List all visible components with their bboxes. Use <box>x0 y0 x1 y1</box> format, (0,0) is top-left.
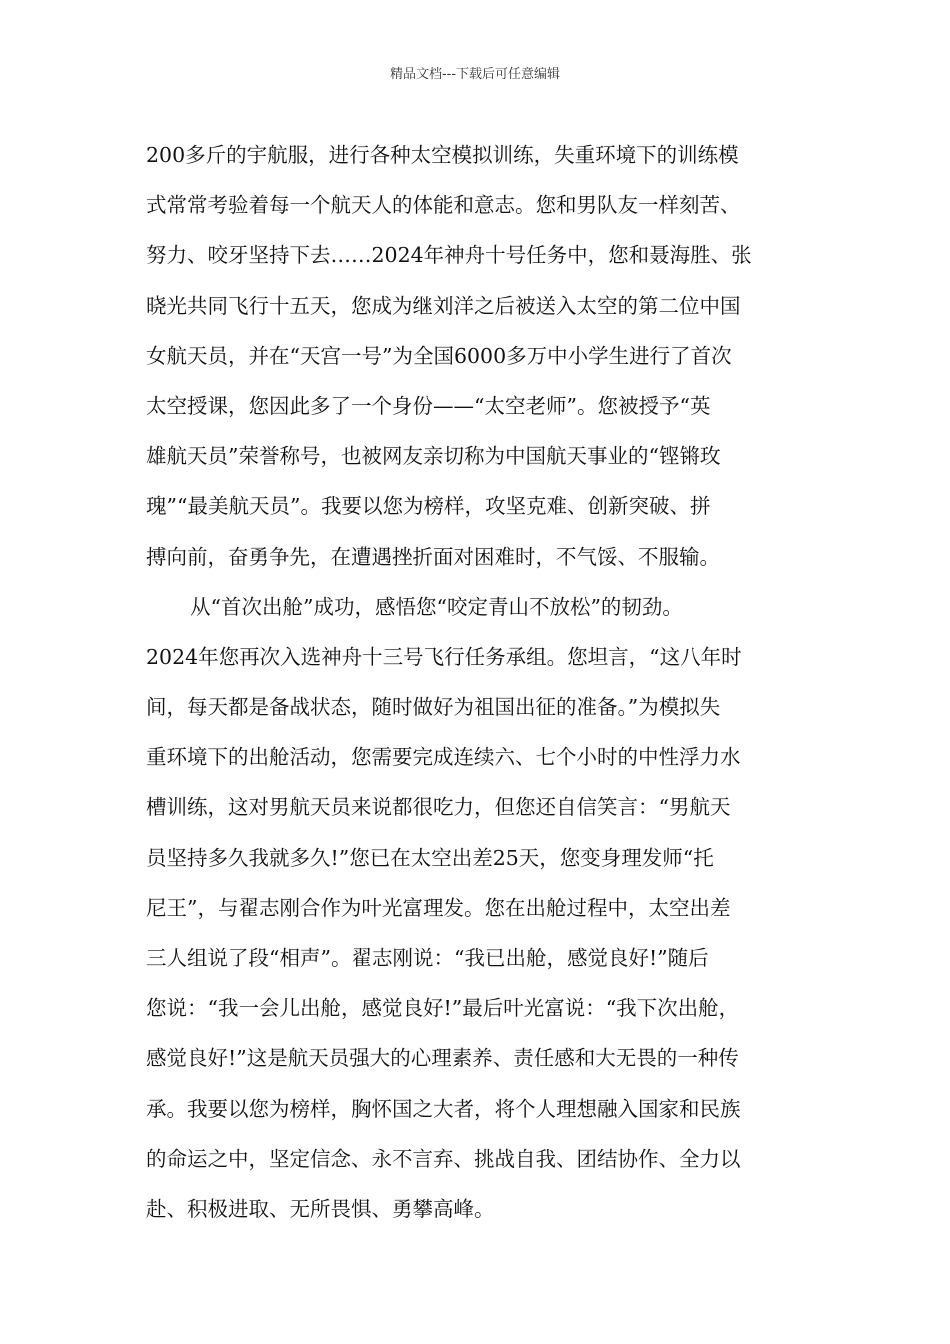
text-line: 尼王”，与翟志刚合作为叶光富理发。您在出舱过程中，太空出差 <box>146 895 731 920</box>
paragraph-first-line: 从“首次出舱”成功，感悟您“咬定青山不放松”的韧劲。 <box>190 594 683 619</box>
page-header: 精品文档---下载后可任意编辑 <box>389 67 561 82</box>
text-line: 努力、咬牙坚持下去……2024年神舟十号任务中，您和聂海胜、张 <box>146 243 752 268</box>
text-line: 2024年您再次入选神舟十三号飞行任务承组。您坦言，“这八年时 <box>146 644 742 669</box>
text-line: 承。我要以您为榜样，胸怀国之大者，将个人理想融入国家和民族 <box>146 1096 741 1121</box>
text-line: 的命运之中，坚定信念、永不言弃、挑战自我、团结协作、全力以 <box>146 1146 741 1171</box>
text-line: 间，每天都是备战状态，随时做好为祖国出征的准备。”为模拟失 <box>146 695 721 720</box>
text-line: 瑰”“最美航天员”。我要以您为榜样，攻坚克难、创新突破、拼 <box>146 494 711 519</box>
text-line: 三人组说了段“相声”。翟志刚说：“我已出舱，感觉良好!”随后 <box>146 946 709 970</box>
text-line: 重环境下的出舱活动，您需要完成连续六、七个小时的中性浮力水 <box>146 745 741 770</box>
text-line: 雄航天员”荣誉称号，也被网友亲切称为中国航天事业的“铿锵玫 <box>146 444 721 469</box>
document-body <box>146 130 814 1234</box>
text-line: 赴、积极进取、无所畏惧、勇攀高峰。 <box>146 1196 495 1221</box>
text-line: 员坚持多久我就多久!”您已在太空出差25天，您变身理发师“托 <box>146 845 714 870</box>
text-line: 槽训练，这对男航天员来说都很吃力，但您还自信笑言：“男航天 <box>146 795 731 820</box>
text-line: 感觉良好!”这是航天员强大的心理素养、责任感和大无畏的一种传 <box>146 1046 739 1071</box>
text-line: 太空授课，您因此多了一个身份——“太空老师”。您被授予“英 <box>146 393 711 418</box>
text-line: 晓光共同飞行十五天，您成为继刘洋之后被送入太空的第二位中国 <box>146 293 741 318</box>
text-line: 您说：“我一会儿出舱，感觉良好!”最后叶光富说：“我下次出舱， <box>146 996 740 1021</box>
text-line: 女航天员，并在“天宫一号”为全国6000多万中小学生进行了首次 <box>146 343 732 368</box>
text-line: 200多斤的宇航服，进行各种太空模拟训练，失重环境下的训练模 <box>146 143 739 167</box>
text-line: 搏向前，奋勇争先，在遭遇挫折面对困难时，不气馁、不服输。 <box>146 544 720 569</box>
text-line: 式常常考验着每一个航天人的体能和意志。您和男队友一样刻苦、 <box>146 193 741 218</box>
